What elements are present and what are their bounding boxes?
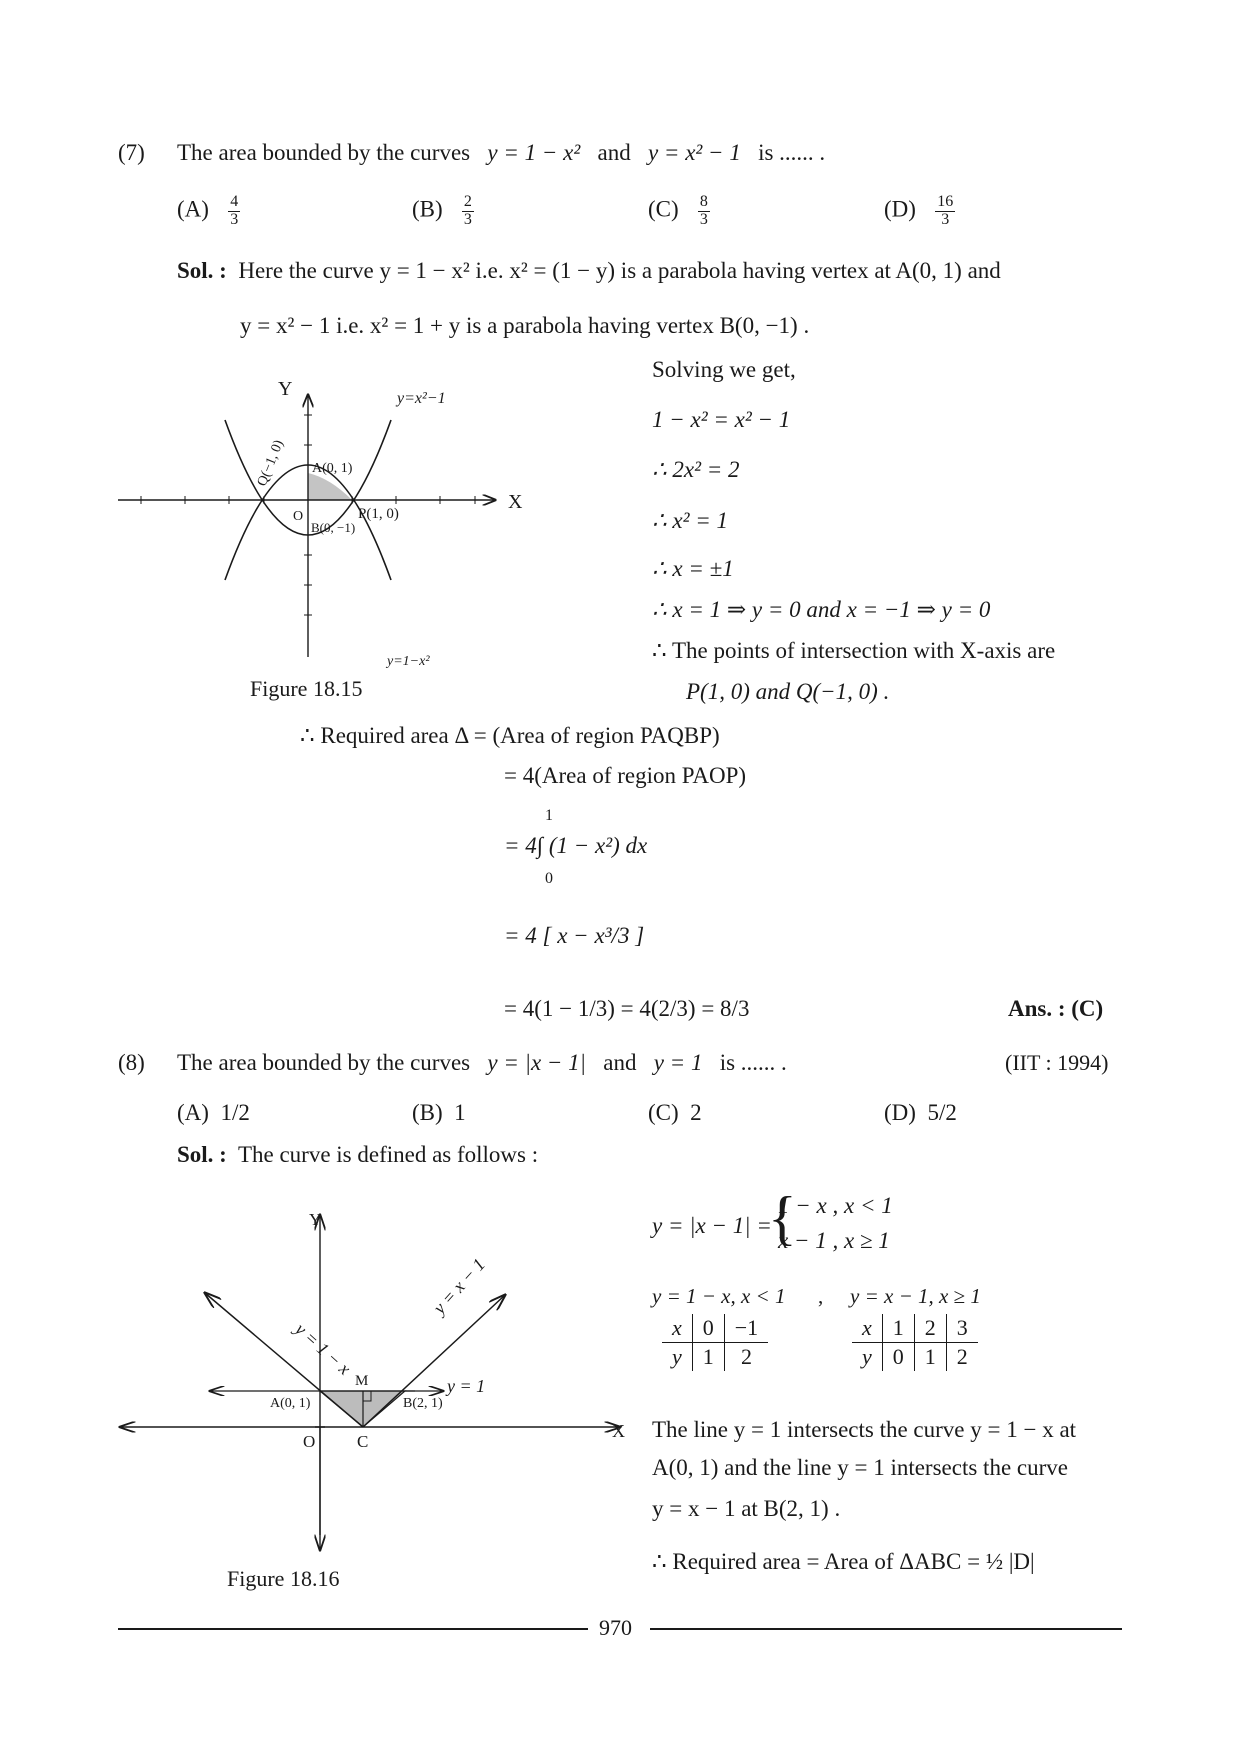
q8-text-line-2: A(0, 1) and the line y = 1 intersects the curve <box>652 1455 1068 1480</box>
q7-area-line-4: = 4 [ x − x³/3 ] <box>504 923 645 948</box>
figure-18-16-caption: Figure 18.16 <box>227 1566 340 1591</box>
q7-step-7: ∴ The points of intersection with X-axis are <box>652 638 1056 663</box>
q7-stem <box>177 140 825 166</box>
q7-option-a: (A) $\frac{4}{3}$ <box>177 193 239 228</box>
fig15-point-o: O <box>293 509 304 524</box>
piecewise-brace: { <box>768 1185 797 1251</box>
q8-stem-pre: The area bounded by the curves <box>177 1050 471 1075</box>
fig16-point-o: O <box>303 1432 316 1451</box>
q7-and: and <box>597 140 631 165</box>
piecewise-case-2: x − 1 , x ≥ 1 <box>778 1228 890 1253</box>
piecewise-case-1: 1 − x , x < 1 <box>778 1193 893 1218</box>
q8-option-b: (B) 1 <box>412 1100 466 1125</box>
table2 <box>852 1314 978 1371</box>
q8-solution <box>177 1142 538 1168</box>
q7-curve2: y = x² − 1 <box>647 140 741 165</box>
q8-source: (IIT : 1994) <box>1005 1050 1109 1075</box>
fig16-point-a: A(0, 1) <box>270 1396 311 1411</box>
q7-answer: Ans. : (C) <box>1008 996 1104 1021</box>
q8-sol-text: The curve is defined as follows : <box>237 1142 539 1167</box>
q7-step-2: 1 − x² = x² − 1 <box>652 407 791 432</box>
q7-area-line-1: ∴ Required area Δ = (Area of region PAQBP) <box>300 723 720 748</box>
q7-step-8: P(1, 0) and Q(−1, 0) . <box>686 679 890 704</box>
fig15-point-b: B(0, −1) <box>311 520 356 535</box>
integral-lower-limit: 0 <box>545 870 553 887</box>
q8-text-line-1: The line y = 1 intersects the curve y = 1 − x at <box>652 1417 1077 1442</box>
q7-step-5: ∴ x = ±1 <box>652 556 734 581</box>
table1 <box>662 1314 768 1371</box>
fig15-axis-x: X <box>508 491 523 513</box>
q7-stem-pre: The area bounded by the curves <box>177 140 471 165</box>
q7-sol-label: Sol. : <box>177 258 227 283</box>
q8-stem-post: is ...... . <box>719 1050 787 1075</box>
fig15-label-top: y=x²−1 <box>397 390 446 407</box>
footer-rule-left <box>118 1628 588 1630</box>
q8-curve2: y = 1 <box>653 1050 703 1075</box>
shaded-region-paop <box>308 473 352 500</box>
table1-title: y = 1 − x, x < 1 <box>652 1284 786 1308</box>
q8-option-c: (C) 2 <box>648 1100 702 1125</box>
q7-option-d: (D) $\frac{16}{3}$ <box>884 193 954 228</box>
q8-number: (8) <box>118 1050 145 1075</box>
fig16-point-m: M <box>355 1373 369 1389</box>
q7-area-line-3: = 4∫ (1 − x²) dx <box>504 833 648 858</box>
q7-option-b: (B) $\frac{2}{3}$ <box>412 193 472 228</box>
q7-area-line-5: = 4(1 − 1/3) = 4(2/3) = 8/3 <box>504 996 750 1021</box>
fig15-point-a: A(0, 1) <box>312 461 353 476</box>
fig16-axis-y: Y <box>309 1210 322 1229</box>
q7-stem-post: is ...... . <box>758 140 826 165</box>
q7-step-3: ∴ 2x² = 2 <box>652 457 740 482</box>
figure-18-15-caption: Figure 18.15 <box>250 676 363 701</box>
fig15-point-q: Q(−1, 0) <box>254 438 287 489</box>
page-number: 970 <box>599 1615 632 1640</box>
q7-solution-line1 <box>177 258 1001 284</box>
table2-title: y = x − 1, x ≥ 1 <box>850 1284 981 1308</box>
q7-step-1: Solving we get, <box>652 357 796 382</box>
q8-sol-label: Sol. : <box>177 1142 227 1167</box>
q7-step-6: ∴ x = 1 ⇒ y = 0 and x = −1 ⇒ y = 0 <box>652 597 991 622</box>
q7-area-line-2: = 4(Area of region PAOP) <box>504 763 747 788</box>
fig16-label-y1: y = 1 <box>447 1376 486 1396</box>
q7-step-4: ∴ x² = 1 <box>652 508 729 533</box>
integral-upper-limit: 1 <box>545 807 553 824</box>
table-separator: , <box>818 1284 824 1308</box>
figure-18-15 <box>115 375 535 675</box>
q8-curve1: y = |x − 1| <box>487 1050 586 1075</box>
fig16-point-c: C <box>357 1432 369 1451</box>
q7-curve1: y = 1 − x² <box>487 140 581 165</box>
footer-rule-right <box>650 1628 1122 1630</box>
q7-solution-line2: y = x² − 1 i.e. x² = 1 + y is a parabola having vertex B(0, −1) . <box>240 313 810 338</box>
q7-number: (7) <box>118 140 145 165</box>
fig16-axis-x: X <box>612 1421 625 1441</box>
q8-text-line-3: y = x − 1 at B(2, 1) . <box>652 1496 841 1521</box>
q8-option-d: (D) 5/2 <box>884 1100 957 1125</box>
q7-option-c: (C) $\frac{8}{3}$ <box>648 193 708 228</box>
fig15-label-bottom: y=1−x² <box>387 654 430 669</box>
fig16-label-right: y = x − 1 <box>429 1254 489 1318</box>
fig16-point-b: B(2, 1) <box>403 1396 443 1411</box>
q8-area-line: ∴ Required area = Area of ΔABC = ½ |D| <box>652 1549 1035 1574</box>
q7-sol-text1: Here the curve y = 1 − x² i.e. x² = (1 − y) is a parabola having vertex at A(0, 1) and <box>238 258 1001 283</box>
fig16-label-left: y = 1 − x <box>291 1318 355 1379</box>
q8-and: and <box>603 1050 637 1075</box>
table-row: y 1 2 <box>662 1343 768 1372</box>
table-row: x 0 −1 <box>662 1314 768 1343</box>
q8-stem <box>177 1050 787 1076</box>
fig15-axis-y: Y <box>278 378 293 400</box>
fig15-point-p: P(1, 0) <box>358 506 399 522</box>
table-row: y 0 1 2 <box>852 1343 978 1372</box>
figure-18-16 <box>115 1205 635 1555</box>
piecewise-lhs: y = |x − 1| = <box>652 1213 772 1238</box>
table-row: x 1 2 3 <box>852 1314 978 1343</box>
q8-option-a: (A) 1/2 <box>177 1100 250 1125</box>
